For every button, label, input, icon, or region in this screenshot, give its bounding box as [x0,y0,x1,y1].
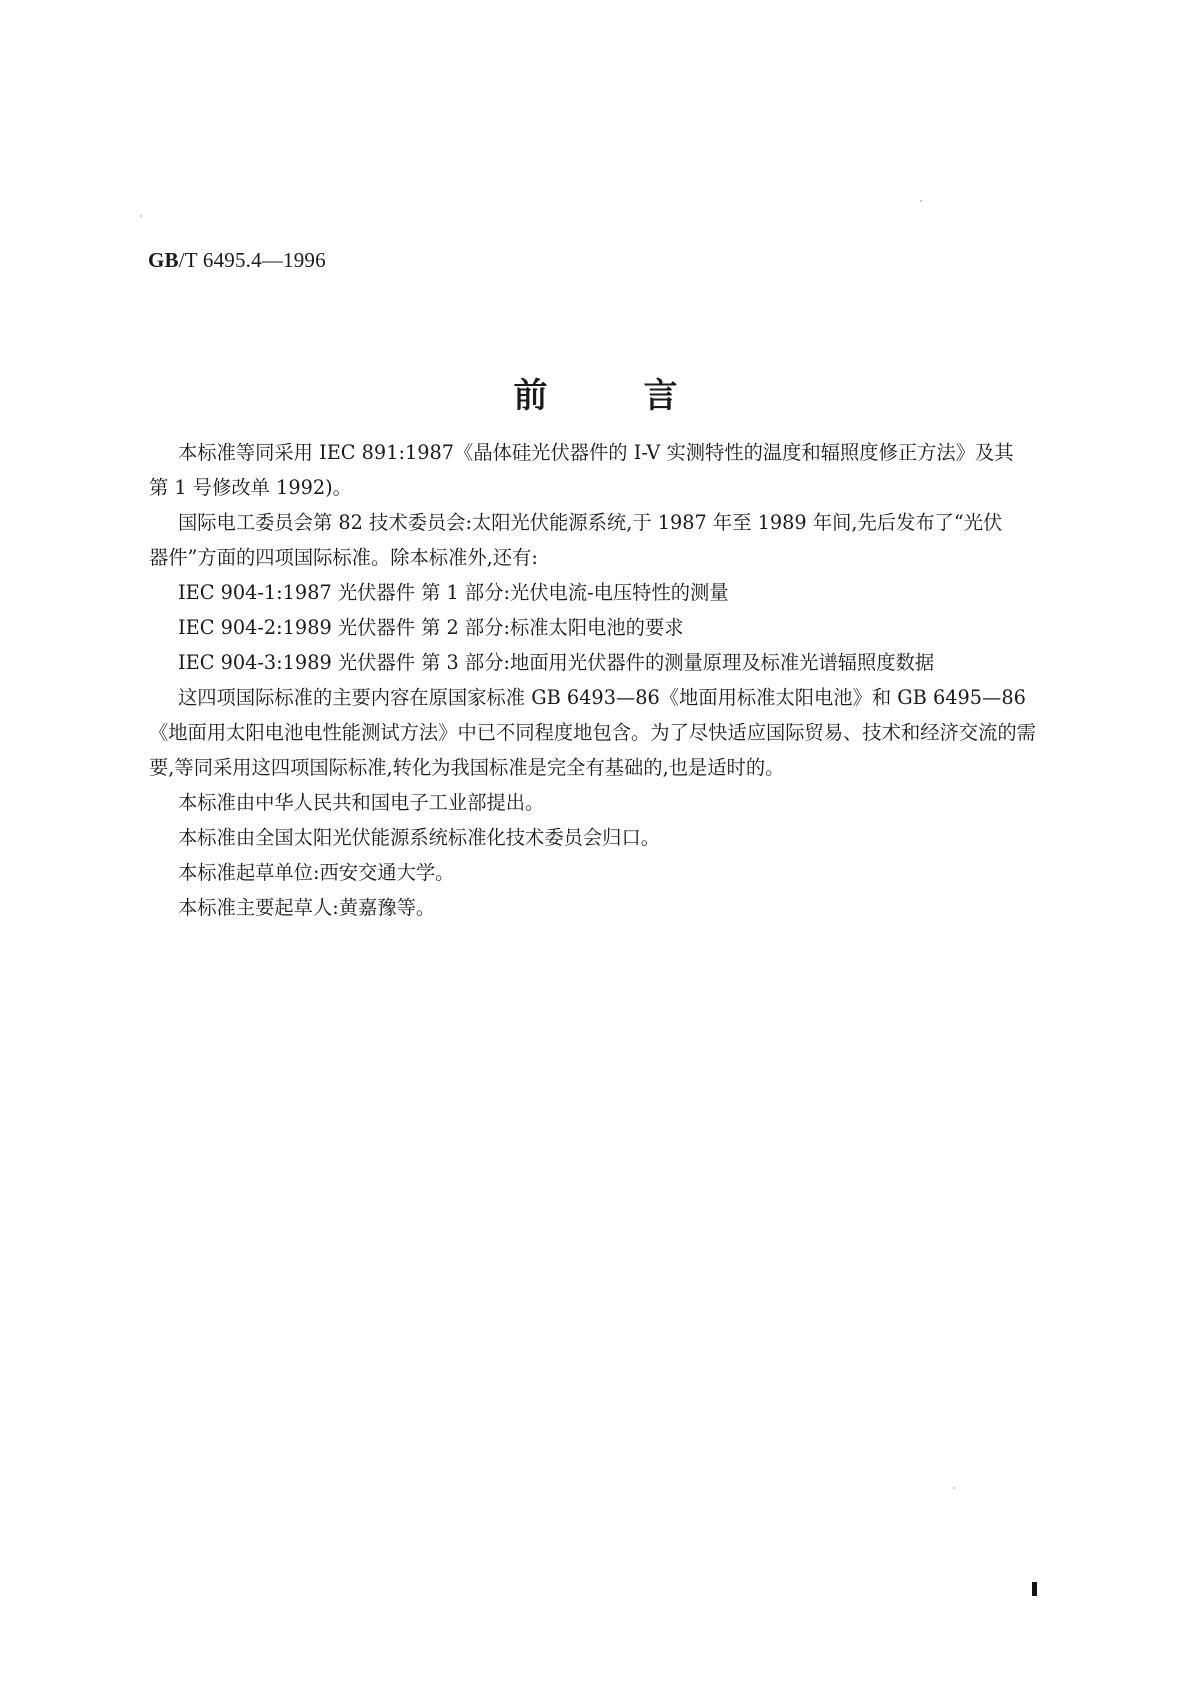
paragraph-line: 器件”方面的四项国际标准。除本标准外,还有: [149,546,538,569]
paragraph-drafters [178,890,1075,925]
scan-speck [140,215,142,217]
paragraph-line: 《地面用太阳电池电性能测试方法》中已不同程度地包含。为了尽快适应国际贸易、技术和经济交流的需 [149,721,1036,744]
paragraph-line: IEC 904-2:1989 光伏器件 第 2 部分:标准太阳电池的要求 [178,616,684,639]
foreword-body [149,435,1075,925]
paragraph-committee [178,820,1075,855]
paragraph-iec-tc82 [149,505,1075,575]
paragraph-line: 要,等同采用这四项国际标准,转化为我国标准是完全有基础的,也是适时的。 [149,756,785,779]
standard-code [148,248,326,273]
standard-code-number: /T 6495.4—1996 [178,248,326,272]
list-item-iec-904-3 [178,645,1075,680]
paragraph-line: IEC 904-3:1989 光伏器件 第 3 部分:地面用光伏器件的测量原理及标准光谱辐照度数据 [178,651,935,674]
page-title: 前言 [513,376,774,416]
paragraph-line: IEC 904-1:1987 光伏器件 第 1 部分:光伏电流-电压特性的测量 [178,581,729,604]
paragraph-national-standards [149,680,1075,785]
standard-code-prefix: GB [148,248,179,272]
paragraph-proposer [178,785,1075,820]
paragraph-drafting-unit [178,855,1075,890]
paragraph-line: 本标准起草单位:西安交通大学。 [178,861,455,884]
paragraph-line: 国际电工委员会第 82 技术委员会:太阳光伏能源系统,于 1987 年至 1989 年间,先后发布了“光伏 [178,511,1003,534]
paragraph-line: 本标准等同采用 IEC 891:1987《晶体硅光伏器件的 I-V 实测特性的温度和辐照度修正方法》及其 [178,441,1014,464]
scan-speck [920,200,922,202]
paragraph-line: 第 1 号修改单 1992)。 [149,476,352,499]
paragraph-line: 这四项国际标准的主要内容在原国家标准 GB 6493—86《地面用标准太阳电池》和 GB 6495—86 [178,686,1026,709]
paragraph-adoption [149,435,1075,505]
list-item-iec-904-1 [178,575,1075,610]
scan-speck [953,1487,955,1489]
paragraph-line: 本标准主要起草人:黄嘉豫等。 [178,896,436,919]
list-item-iec-904-2 [178,610,1075,645]
paragraph-line: 本标准由全国太阳光伏能源系统标准化技术委员会归口。 [178,826,661,849]
page-number-mark [1032,1582,1037,1596]
paragraph-line: 本标准由中华人民共和国电子工业部提出。 [178,791,545,814]
